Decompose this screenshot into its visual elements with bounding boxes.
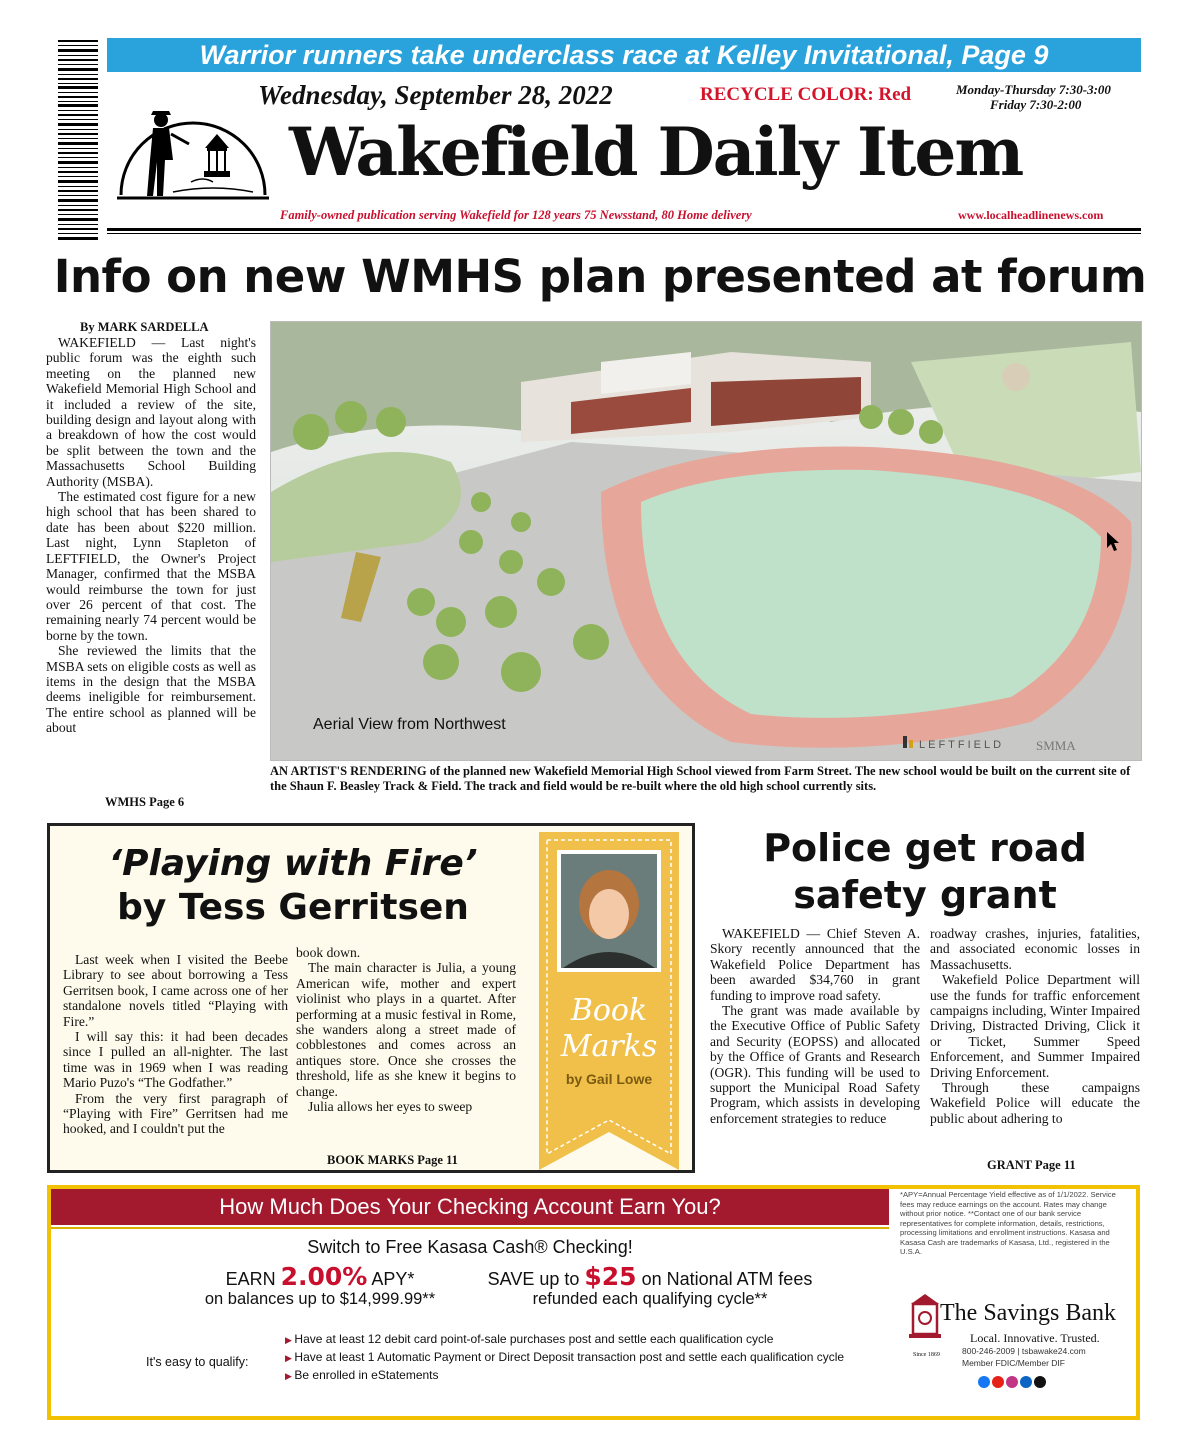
photo-label: Aerial View from Northwest — [313, 716, 506, 733]
book-column-2 — [296, 945, 516, 1114]
photo-caption: AN ARTIST'S RENDERING of the planned new Wakefield Memorial High School viewed from Farm Street. The new school would be built on the current site of the Shaun F. Beasley Track & Field. The track and field would be re-built where the old high school currently sits. — [270, 764, 1131, 793]
ad-subhead: Switch to Free Kasasa Cash® Checking! — [307, 1237, 633, 1257]
linkedin-icon[interactable] — [1020, 1376, 1032, 1388]
bank-building-icon — [905, 1290, 945, 1350]
ad-save-amount: $25 — [584, 1262, 637, 1291]
tiktok-icon[interactable] — [1034, 1376, 1046, 1388]
police-headline-line2: safety grant — [793, 873, 1057, 917]
bank-contact[interactable]: 800-246-2009 | tsbawake24.com — [962, 1346, 1086, 1356]
book-paragraph: Julia allows her eyes to sweep — [308, 1099, 473, 1115]
minuteman-logo-icon — [113, 100, 273, 215]
ad-save-pre: SAVE up to — [487, 1269, 585, 1289]
ad-earn-offer — [190, 1262, 450, 1291]
book-headline-title: ‘Playing with Fire’ — [108, 843, 478, 884]
ad-fine-print: *APY=Annual Percentage Yield effective as of 1/1/2022. Service fees may reduce earnings on the account. Rates may change without prior notice. **Contact one of our bank service representatives for complete information, details, restrictions, processing limitations and enrollment instructions. Kasasa and Kasasa Cash are trademarks of Kasasa, Ltd., registered in the U.S.A. — [900, 1190, 1116, 1256]
police-paragraph: Through these campaigns Wakefield Police will educate the public about adhering to — [930, 1080, 1140, 1126]
book-paragraph: From the very first paragraph of “Playing with Fire” Gerritsen had me hooked, and I couldn't put the — [63, 1090, 288, 1137]
photo-credit-leftfield: LEFTFIELD — [919, 739, 1005, 751]
ad-earn-pre: EARN — [225, 1269, 281, 1289]
ad-requirement: ▶ Be enrolled in eStatements — [285, 1367, 844, 1385]
masthead-rule — [107, 228, 1141, 231]
lead-jump-link[interactable]: WMHS Page 6 — [105, 795, 185, 809]
school-rendering-photo — [270, 321, 1142, 761]
ad-headline: How Much Does Your Checking Account Earn You? — [51, 1189, 889, 1225]
book-headline-author: by Tess Gerritsen — [117, 887, 469, 928]
book-marks-ribbon — [535, 832, 683, 1170]
issue-date: Wednesday, September 28, 2022 — [258, 80, 613, 110]
ribbon-author: by Gail Lowe — [565, 1071, 653, 1087]
book-paragraph: I will say this: it had been decades since I pulled an all-nighter. The last time was in 1969 when I was reading Mario Puzo's “The Godfather.” — [63, 1029, 288, 1091]
bank-tagline: Local. Innovative. Trusted. — [970, 1331, 1100, 1345]
ribbon-title-marks: Marks — [560, 1029, 658, 1064]
ad-divider — [51, 1227, 889, 1229]
bank-member: Member FDIC/Member DIF — [962, 1358, 1065, 1368]
police-paragraph: Wakefield Police Department will use the funds for traffic enforcement campaigns including, Winter Impaired Driving, Distracted Driving, Click it or Ticket, Summer Speed Enforcement, and Summer Impaired Driving Enforcement. — [930, 972, 1140, 1080]
ad-save-offer — [465, 1262, 835, 1291]
youtube-icon[interactable] — [992, 1376, 1004, 1388]
lead-story-text — [46, 335, 256, 736]
book-column-1 — [63, 952, 288, 1137]
top-banner[interactable]: Warrior runners take underclass race at Kelley Invitational, Page 9 — [107, 38, 1141, 72]
ad-earn-condition: on balances up to $14,999.99** — [204, 1290, 436, 1308]
social-icons — [978, 1373, 1048, 1392]
ad-requirement: ▶ Have at least 12 debit card point-of-sale purchases post and settle each qualification cycle — [285, 1331, 844, 1349]
ad-earn-rate: 2.00% — [280, 1262, 368, 1291]
police-column-1 — [710, 926, 920, 1126]
book-paragraph: book down. — [296, 945, 361, 960]
barcode-image — [58, 40, 98, 240]
police-paragraph: The grant was made available by the Executive Office of Public Safety and Security (EOPSS) and allocated by the Office of Grants and Research (OGR). This funding will be used to support the Municipal Road Safety Program, which assists in developing enforcement strategies to reduce — [710, 1003, 920, 1126]
police-paragraph: roadway crashes, injuries, fatalities, and associated economic losses in Massachusetts. — [930, 926, 1140, 972]
police-jump-link[interactable]: GRANT Page 11 — [987, 1158, 1076, 1172]
book-paragraph: Last week when I visited the Beebe Library to see about borrowing a Tess Gerritsen book, I came across one of her standalone novels titled “Playing with Fire.” — [63, 952, 288, 1029]
ad-qualify-label: It's easy to qualify: — [146, 1355, 249, 1369]
photo-credit-smma: SMMA — [1036, 738, 1076, 753]
tagline: Family-owned publication serving Wakefield for 128 years 75 Newsstand, 80 Home delivery — [280, 208, 752, 222]
ad-save-condition: refunded each qualifying cycle** — [532, 1290, 768, 1308]
ad-earn-post: APY* — [367, 1269, 415, 1289]
police-headline-line1: Police get road — [763, 826, 1087, 870]
book-headline[interactable] — [58, 842, 528, 930]
ad-requirements-list — [285, 1331, 844, 1385]
lead-paragraph: WAKEFIELD — Last night's public forum was the eighth such meeting on the planned new Wakefield Memorial High School and it included a review of the site, building design and layout along with a breakdown of how the cost would be split between the town and the Massachusetts School Building Authority (MSBA). — [46, 335, 256, 489]
lead-byline: By MARK SARDELLA — [80, 320, 209, 334]
facebook-icon[interactable] — [978, 1376, 990, 1388]
recycle-color: RECYCLE COLOR: Red — [700, 84, 912, 105]
office-hours-weekday: Monday-Thursday 7:30-3:00 — [956, 82, 1111, 97]
bank-since: Since 1869 — [913, 1352, 940, 1358]
book-paragraph: The main character is Julia, a young American wife, mother and expert violinist who plays in a quartet. After performing at a music festival in Rome, she wanders along a street made of cobblestones and comes across an antiques store. Once she crosses the threshold, life as she knew it begins to change. — [296, 960, 516, 1099]
newspaper-title: Wakefield Daily Item — [289, 113, 1023, 191]
office-hours-friday: Friday 7:30-2:00 — [990, 97, 1082, 112]
lead-paragraph: She reviewed the limits that the MSBA sets on eligible costs as well as items in the design that the MSBA deems ineligible for reimbursement. The entire school as planned will be about — [46, 643, 256, 736]
ribbon-title-book: Book — [570, 993, 648, 1028]
instagram-icon[interactable] — [1006, 1376, 1018, 1388]
lead-paragraph: The estimated cost figure for a new high school that has been shared to date has been about $220 million. Last night, Lynn Stapleton of LEFTFIELD, the Owner's Project Manager, confirmed that the MSBA would reimburse the town for just over 26 percent of that cost. The remaining nearly 74 percent would be borne by the town. — [46, 489, 256, 643]
book-jump-link[interactable]: BOOK MARKS Page 11 — [327, 1153, 458, 1167]
police-headline[interactable] — [720, 825, 1130, 919]
masthead-rule-thin — [107, 233, 1141, 234]
lead-headline[interactable]: Info on new WMHS plan presented at forum — [53, 250, 1147, 303]
ad-save-post: on National ATM fees — [636, 1269, 813, 1289]
website-link[interactable]: www.localheadlinenews.com — [958, 208, 1104, 222]
ad-requirement: ▶ Have at least 1 Automatic Payment or Direct Deposit transaction post and settle each qualification cycle — [285, 1349, 844, 1367]
bank-name: The Savings Bank — [940, 1300, 1116, 1326]
police-paragraph: WAKEFIELD — Chief Steven A. Skory recently announced that the Wakefield Police Department has been awarded $34,760 in grant funding to improve road safety. — [710, 926, 920, 1003]
police-column-2 — [930, 926, 1140, 1126]
